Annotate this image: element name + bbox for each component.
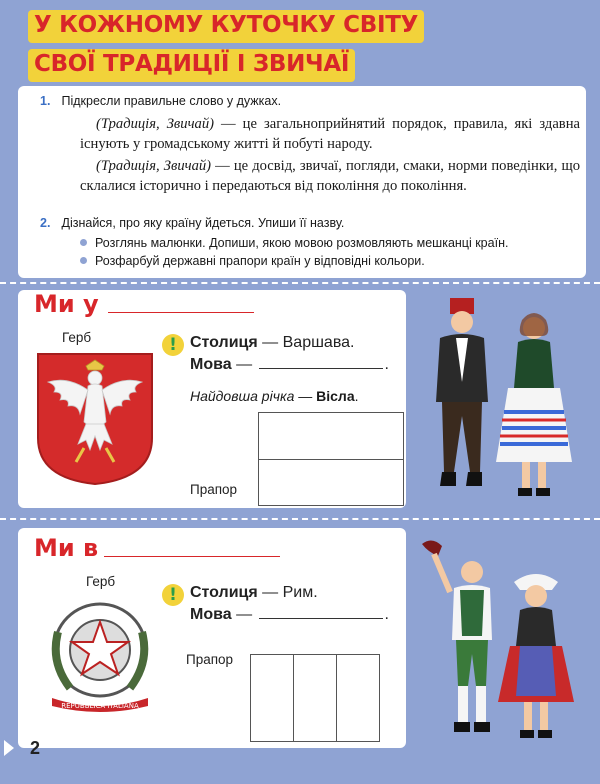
italy-flag-label: Прапор bbox=[186, 652, 234, 667]
flag-stripe-divider bbox=[293, 655, 294, 741]
capital-label: Столиця bbox=[190, 334, 258, 351]
info-icon: ! bbox=[162, 584, 184, 606]
italy-capital bbox=[190, 584, 318, 602]
choice-1[interactable]: (Традиція, Звичай) bbox=[96, 116, 214, 132]
title-line-2: СВОЇ ТРАДИЦІЇ І ЗВИЧАЇ bbox=[28, 49, 355, 82]
polish-eagle-emblem bbox=[34, 352, 156, 486]
emblem-text: REPUBBLICA ITALIANA bbox=[61, 702, 139, 710]
page-tab-arrow-icon bbox=[4, 740, 14, 756]
poland-language-blank[interactable] bbox=[259, 368, 383, 369]
dash: — bbox=[257, 584, 283, 601]
river-value: Вісла bbox=[316, 388, 355, 404]
dashed-separator bbox=[0, 282, 600, 284]
bullet-dot bbox=[80, 257, 87, 264]
poland-heading: Ми у bbox=[34, 290, 99, 318]
task-1-paragraph-2 bbox=[80, 156, 580, 196]
period: . bbox=[384, 606, 389, 623]
task-1-instruction bbox=[40, 94, 281, 108]
poland-capital bbox=[190, 334, 355, 352]
flag-stripe-divider bbox=[259, 459, 403, 460]
capital-label: Столиця bbox=[190, 584, 258, 601]
language-label: Мова bbox=[190, 606, 232, 623]
italy-country-blank[interactable] bbox=[104, 556, 280, 557]
bullet-dot bbox=[80, 239, 87, 246]
paragraph-1-text: — це загальноприйнятий порядок, правила, які здавна існують у громадському житті й побуті народу. bbox=[80, 116, 580, 152]
dashed-separator bbox=[0, 518, 600, 520]
task-1-paragraph-1 bbox=[80, 114, 580, 154]
italy-language-blank[interactable] bbox=[259, 618, 383, 619]
task-2-text: Дізнайся, про яку країну йдеться. Упиши її назву. bbox=[61, 216, 345, 230]
page-number: 2 bbox=[30, 738, 41, 758]
dash: — bbox=[231, 606, 257, 623]
poland-flag-label: Прапор bbox=[190, 482, 238, 497]
poland-country-blank[interactable] bbox=[108, 312, 254, 313]
poland-language bbox=[190, 356, 389, 374]
italy-coat-label: Герб bbox=[86, 574, 116, 589]
flag-stripe-divider bbox=[336, 655, 337, 741]
italian-emblem bbox=[40, 592, 160, 714]
dash: — bbox=[294, 388, 317, 404]
capital-value: Варшава. bbox=[282, 334, 355, 351]
choice-2[interactable]: (Традиція, Звичай) bbox=[96, 158, 212, 174]
dash: — bbox=[231, 356, 257, 373]
task-2-bullet-2 bbox=[80, 254, 425, 268]
title-line-1: У КОЖНОМУ КУТОЧКУ СВІТУ bbox=[28, 10, 424, 43]
poland-flag-box[interactable] bbox=[258, 412, 404, 506]
capital-value: Рим. bbox=[282, 584, 318, 601]
paragraph-2-text: — це досвід, звичаї, погляди, смаки, норми поведінки, що склалися історично і передаються від покоління до покоління. bbox=[80, 158, 581, 194]
period: . bbox=[384, 356, 389, 373]
tasks-card bbox=[18, 86, 586, 278]
italian-costume-children bbox=[416, 536, 588, 746]
task-2-number: 2. bbox=[40, 216, 51, 230]
italy-language bbox=[190, 606, 389, 624]
italy-heading: Ми в bbox=[34, 534, 99, 562]
italy-flag-box[interactable] bbox=[250, 654, 380, 742]
period: . bbox=[354, 388, 359, 404]
poland-river bbox=[190, 388, 359, 404]
info-icon: ! bbox=[162, 334, 184, 356]
page-title bbox=[28, 8, 424, 84]
task-1-text: Підкресли правильне слово у дужках. bbox=[61, 94, 282, 108]
river-label: Найдовша річка bbox=[190, 388, 295, 404]
bullet-text: Розфарбуй державні прапори країн у відповідні кольори. bbox=[95, 254, 425, 268]
bullet-text: Розглянь малюнки. Допиши, якою мовою розмовляють мешканці країн. bbox=[95, 236, 509, 250]
task-1-number: 1. bbox=[40, 94, 51, 108]
task-2-bullet-1 bbox=[80, 236, 508, 250]
task-2-instruction bbox=[40, 216, 344, 230]
polish-costume-children bbox=[426, 292, 576, 500]
poland-coat-label: Герб bbox=[62, 330, 92, 345]
language-label: Мова bbox=[190, 356, 232, 373]
dash: — bbox=[257, 334, 283, 351]
